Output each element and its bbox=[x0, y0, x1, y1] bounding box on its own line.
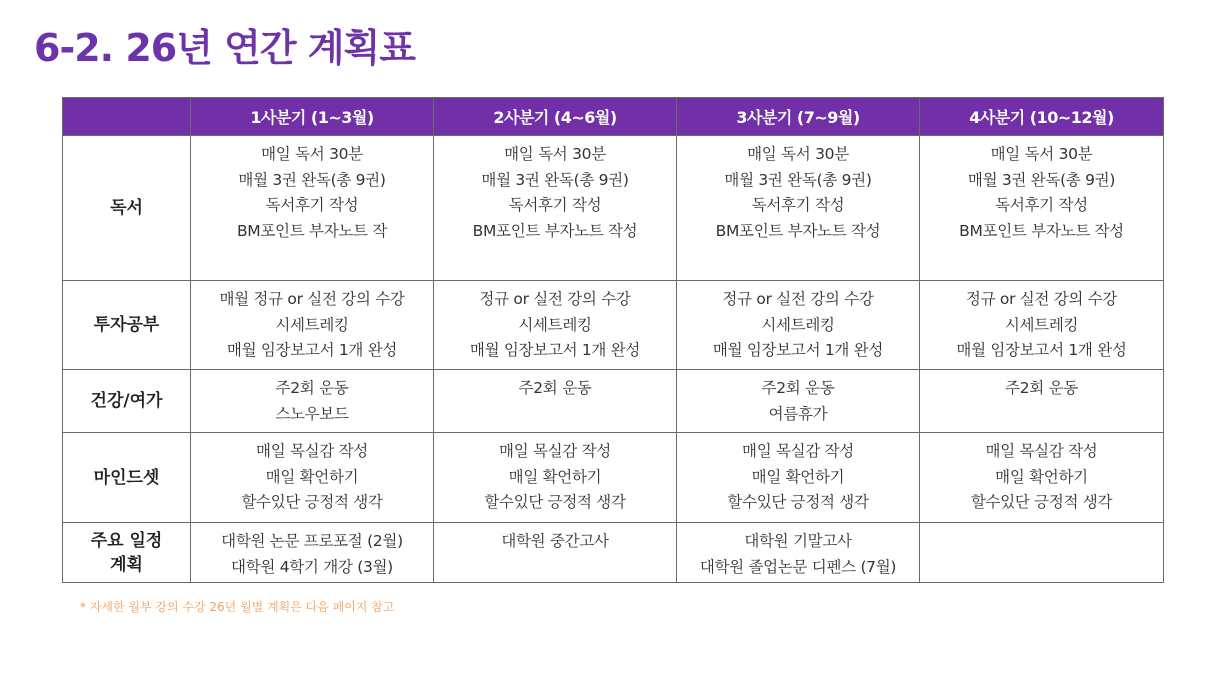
cell-line: 매일 목실감 작성 bbox=[742, 442, 854, 460]
cell-line: 대학원 졸업논문 디펜스 (7월) bbox=[699, 557, 897, 576]
cell-mindset-q1 bbox=[191, 433, 434, 523]
annual-plan-table bbox=[62, 97, 1164, 583]
cell-line: 매월 3권 완독(총 9권) bbox=[724, 170, 872, 189]
cell-line: 할수있단 긍정적 생각 bbox=[484, 493, 626, 511]
cell-line: 매월 임장보고서 1개 완성 bbox=[956, 341, 1127, 359]
table-row-mindset bbox=[63, 433, 1164, 523]
cell-line: 매일 확언하기 bbox=[995, 467, 1088, 486]
row-label-line: 계획 bbox=[110, 554, 143, 575]
header-q1: 1사분기 (1~3월) bbox=[191, 98, 434, 136]
cell-line: 정규 or 실전 강의 수강 bbox=[965, 290, 1118, 308]
header-corner bbox=[63, 98, 191, 136]
row-label-line: 주요 일정 bbox=[90, 530, 163, 551]
cell-line: 할수있단 긍정적 생각 bbox=[970, 493, 1113, 511]
cell-line: 할수있단 긍정적 생각 bbox=[241, 493, 383, 511]
cell-line: 독서후기 작성 bbox=[995, 196, 1088, 214]
cell-line: 대학원 기말고사 bbox=[744, 532, 852, 550]
cell-line: 주2회 운동 bbox=[518, 379, 592, 397]
cell-reading-q3 bbox=[677, 136, 920, 281]
cell-line: 매일 확언하기 bbox=[265, 467, 359, 486]
row-label-health-leisure: 건강/여가 bbox=[63, 370, 191, 433]
table-row-health-leisure bbox=[63, 370, 1164, 433]
cell-line: 매일 독서 30분 bbox=[504, 145, 606, 163]
cell-line: 주2회 운동 bbox=[275, 379, 349, 397]
cell-mindset-q2 bbox=[434, 433, 677, 523]
cell-reading-q4 bbox=[920, 136, 1164, 281]
cell-line: 주2회 운동 bbox=[761, 379, 835, 397]
cell-line: 매월 3권 완독(총 9권) bbox=[967, 170, 1116, 189]
header-q2: 2사분기 (4~6월) bbox=[434, 98, 677, 136]
row-label-key-schedule bbox=[63, 523, 191, 583]
cell-mindset-q3 bbox=[677, 433, 920, 523]
cell-investment-q2 bbox=[434, 281, 677, 370]
header-q3: 3사분기 (7~9월) bbox=[677, 98, 920, 136]
cell-line: 시세트레킹 bbox=[518, 315, 592, 334]
table-row-reading bbox=[63, 136, 1164, 281]
cell-line: 매일 독서 30분 bbox=[747, 145, 849, 163]
cell-line: BM포인트 부자노트 작성 bbox=[959, 221, 1124, 240]
cell-line: 시세트레킹 bbox=[275, 315, 349, 334]
cell-reading-q2 bbox=[434, 136, 677, 281]
cell-line: 시세트레킹 bbox=[761, 315, 835, 334]
cell-mindset-q4 bbox=[920, 433, 1164, 523]
cell-line: 할수있단 긍정적 생각 bbox=[727, 493, 869, 511]
cell-investment-q1 bbox=[191, 281, 434, 370]
row-label-investment-study: 투자공부 bbox=[63, 281, 191, 370]
header-q4: 4사분기 (10~12월) bbox=[920, 98, 1164, 136]
cell-schedule-q1 bbox=[191, 523, 434, 583]
cell-line: 매월 임장보고서 1개 완성 bbox=[469, 341, 641, 359]
row-label-reading: 독서 bbox=[63, 136, 191, 281]
cell-line: 대학원 4학기 개강 (3월) bbox=[231, 557, 393, 576]
table-header-row bbox=[63, 98, 1164, 136]
cell-line: 독서후기 작성 bbox=[751, 196, 845, 214]
cell-investment-q3 bbox=[677, 281, 920, 370]
cell-line: 매월 3권 완독(총 9권) bbox=[481, 170, 629, 189]
cell-health-q4 bbox=[920, 370, 1164, 433]
cell-line: 독서후기 작성 bbox=[265, 196, 359, 214]
cell-line: 매일 확언하기 bbox=[508, 467, 602, 486]
cell-line: 매월 임장보고서 1개 완성 bbox=[226, 341, 398, 359]
cell-line: 스노우보드 bbox=[275, 404, 349, 423]
cell-reading-q1 bbox=[191, 136, 434, 281]
page-title: 6-2. 26년 연간 계획표 bbox=[34, 26, 415, 70]
cell-line: 매월 정규 or 실전 강의 수강 bbox=[219, 290, 405, 308]
cell-line: 시세트레킹 bbox=[1004, 315, 1079, 334]
cell-line: 여름휴가 bbox=[768, 404, 828, 423]
cell-schedule-q3 bbox=[677, 523, 920, 583]
cell-line: 대학원 중간고사 bbox=[501, 532, 609, 550]
cell-health-q1 bbox=[191, 370, 434, 433]
cell-line: 정규 or 실전 강의 수강 bbox=[722, 290, 874, 308]
cell-health-q3 bbox=[677, 370, 920, 433]
cell-schedule-q4 bbox=[920, 523, 1164, 583]
cell-line: 독서후기 작성 bbox=[508, 196, 602, 214]
row-label-mindset: 마인드셋 bbox=[63, 433, 191, 523]
cell-line: 매월 3권 완독(총 9권) bbox=[238, 170, 386, 189]
cell-line: BM포인트 부자노트 작성 bbox=[472, 221, 638, 240]
cell-line: 매월 임장보고서 1개 완성 bbox=[712, 341, 884, 359]
cell-line: 대학원 논문 프로포절 (2월) bbox=[221, 532, 403, 550]
cell-line: 매일 독서 30분 bbox=[261, 145, 363, 163]
cell-line: 매일 목실감 작성 bbox=[985, 442, 1098, 460]
cell-line: 매일 독서 30분 bbox=[990, 145, 1093, 163]
table-row-key-schedule bbox=[63, 523, 1164, 583]
cell-line: 정규 or 실전 강의 수강 bbox=[479, 290, 631, 308]
cell-line: BM포인트 부자노트 작성 bbox=[715, 221, 881, 240]
cell-line: BM포인트 부자노트 작 bbox=[236, 221, 388, 240]
cell-health-q2 bbox=[434, 370, 677, 433]
table-row-investment-study bbox=[63, 281, 1164, 370]
cell-line: 매일 목실감 작성 bbox=[256, 442, 368, 460]
footnote: * 자세한 월부 강의 수강 26년 월별 계획은 다음 페이지 참고 bbox=[80, 600, 395, 614]
cell-line: 매일 목실감 작성 bbox=[499, 442, 611, 460]
cell-line: 주2회 운동 bbox=[1005, 379, 1078, 397]
cell-schedule-q2 bbox=[434, 523, 677, 583]
cell-line: 매일 확언하기 bbox=[751, 467, 845, 486]
cell-investment-q4 bbox=[920, 281, 1164, 370]
